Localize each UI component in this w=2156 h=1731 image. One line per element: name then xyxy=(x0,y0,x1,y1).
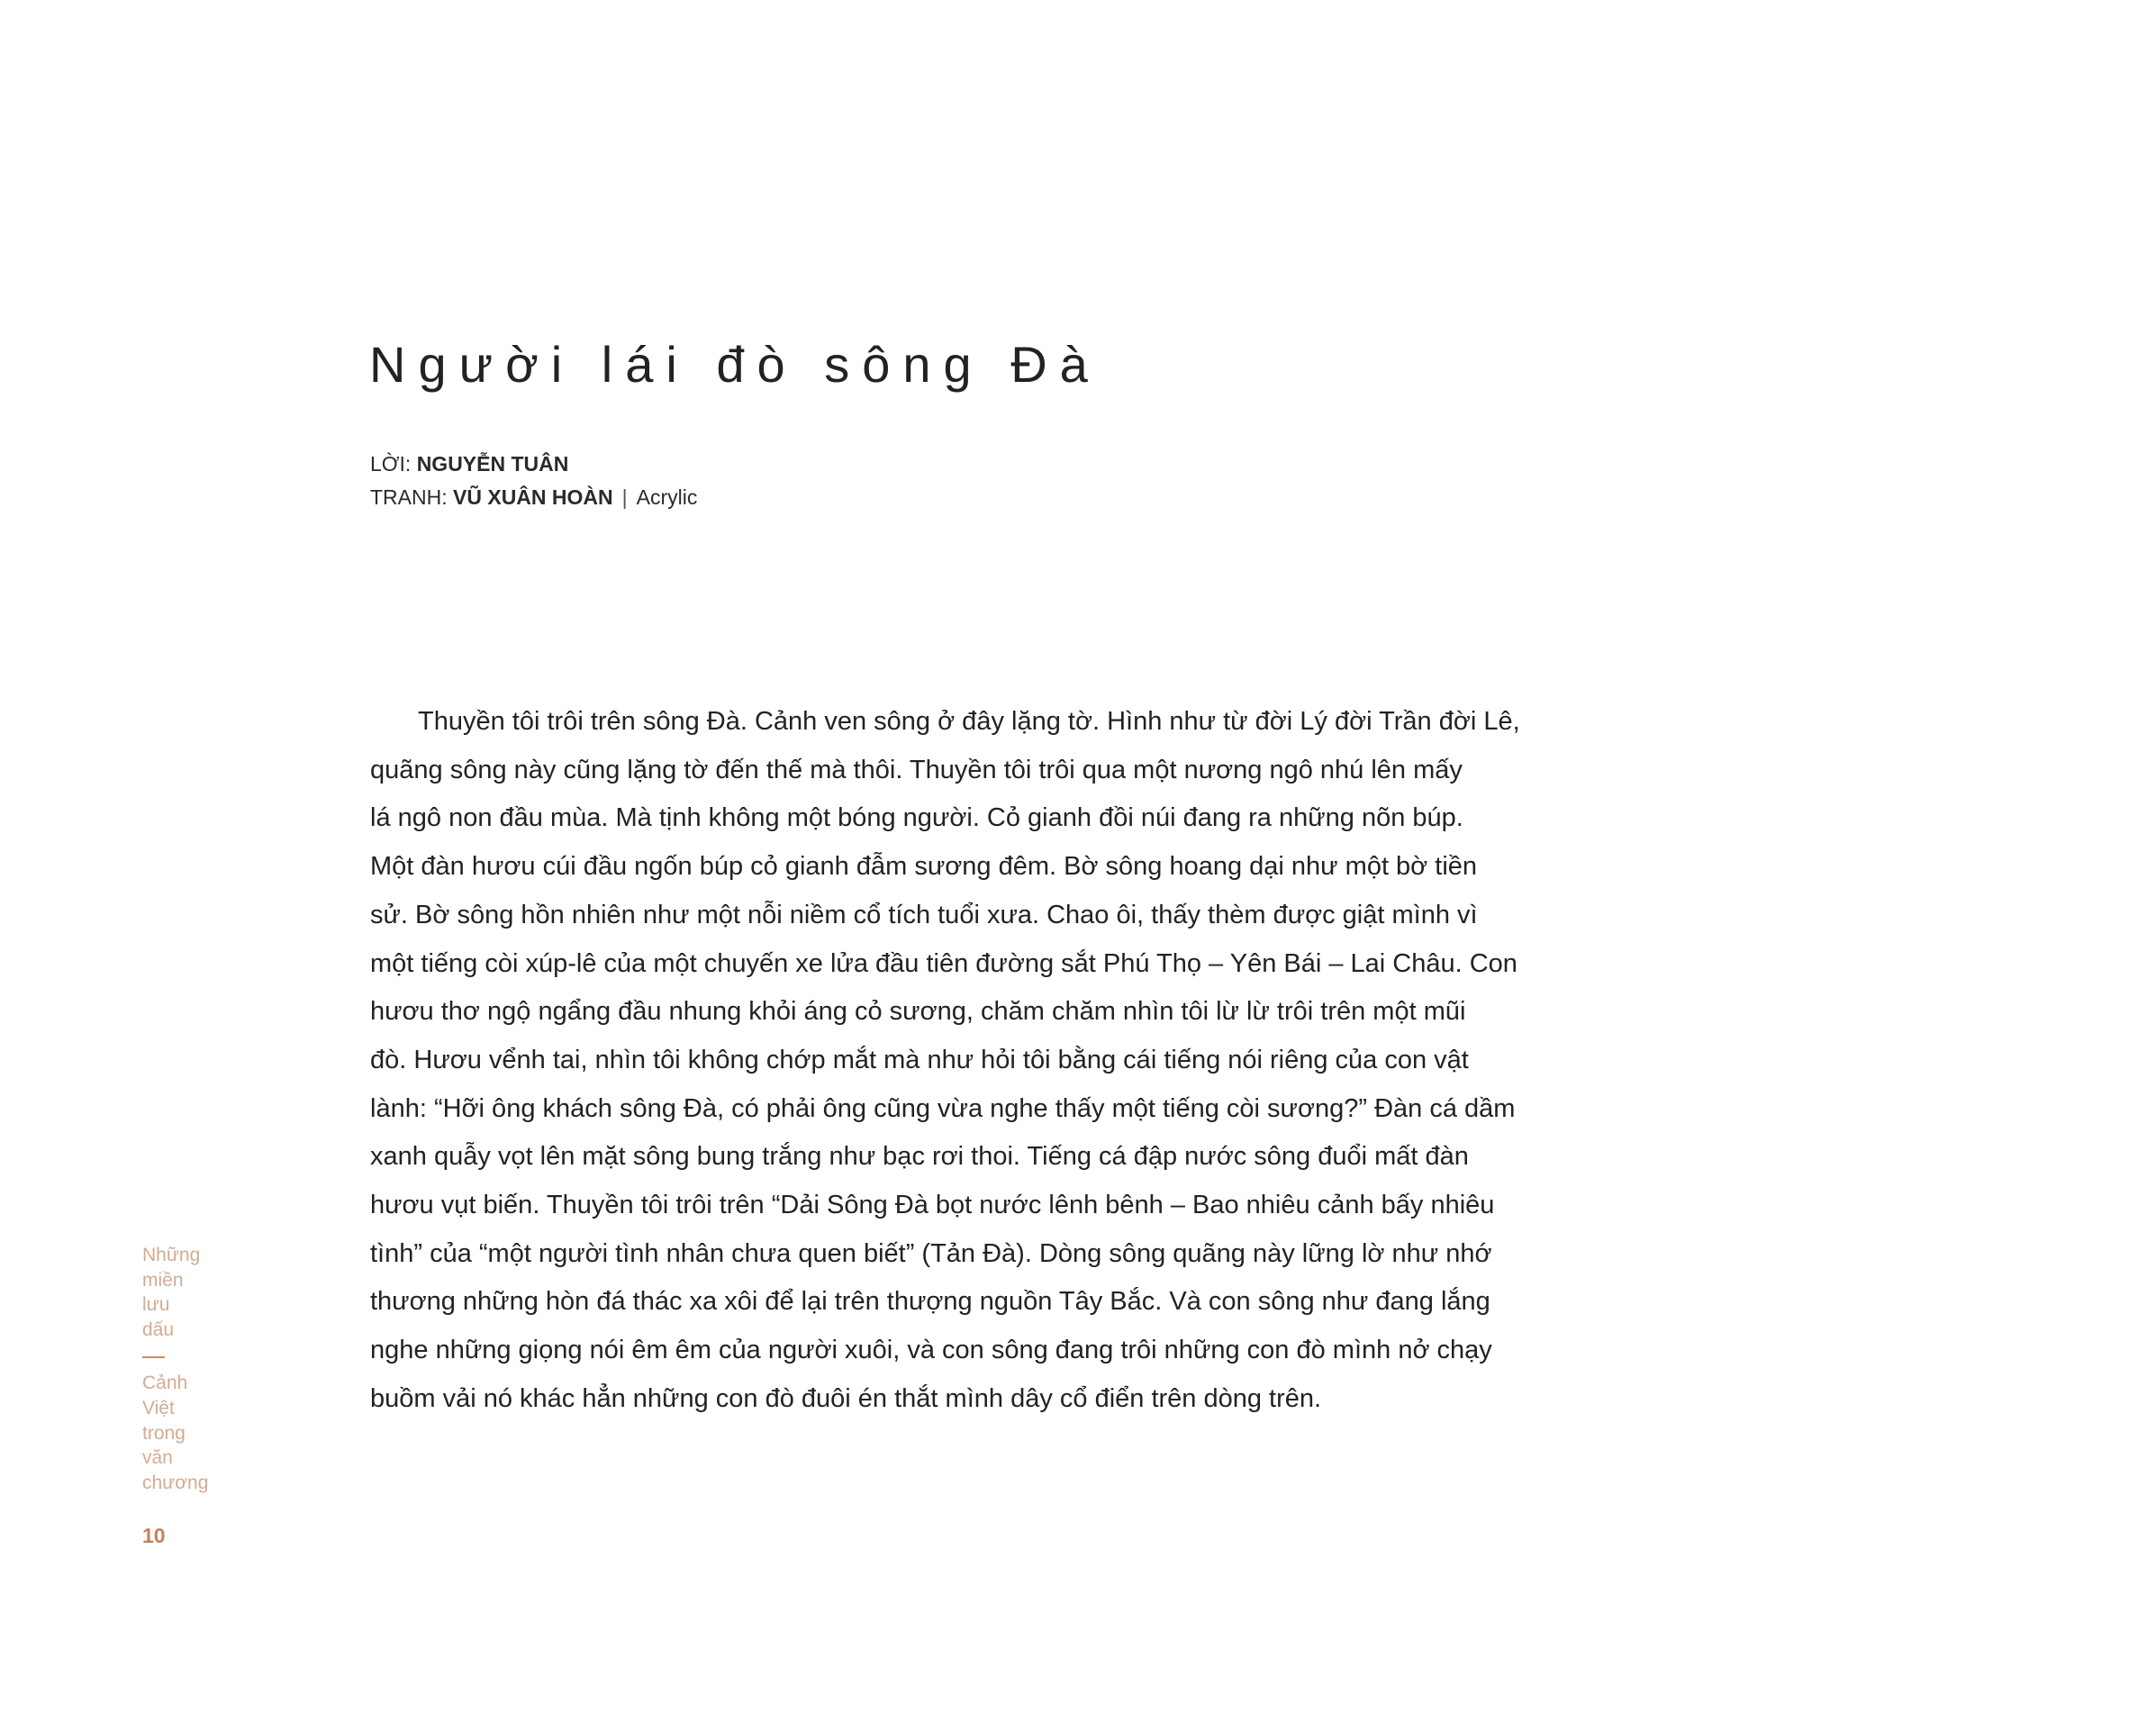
series-line: Việt xyxy=(142,1397,175,1418)
series-line: trong xyxy=(142,1422,186,1444)
series-line: Cảnh xyxy=(142,1373,188,1394)
book-title-line: dấu xyxy=(142,1319,175,1340)
body-line: đò. Hươu vểnh tai, nhìn tôi không chớp mắt mà như hỏi tôi bằng cái tiếng nói riêng của con vật xyxy=(370,1045,1469,1074)
body-line: hươu vụt biến. Thuyền tôi trôi trên “Dải Sông Đà bọt nước lênh bênh – Bao nhiêu cảnh bấy nhiêu xyxy=(370,1191,1495,1220)
art-author: VŨ XUÂN HOÀN xyxy=(453,485,613,509)
body-line: nghe những giọng nói êm êm của người xuôi, và con sông đang trôi những con đò mình nở chạy xyxy=(370,1336,1492,1365)
body-line: quãng sông này cũng lặng tờ đến thế mà thôi. Thuyền tôi trôi qua một nương ngô nhú lên mấy xyxy=(370,755,1463,784)
body-line: sử. Bờ sông hồn nhiên như một nỗi niềm cổ tích tuổi xưa. Chao ôi, thấy thèm được giật mình vì xyxy=(370,900,1478,929)
series-line: văn xyxy=(142,1447,173,1469)
separator: | xyxy=(621,485,628,509)
medium: Acrylic xyxy=(636,485,698,509)
body-line: Thuyền tôi trôi trên sông Đà. Cảnh ven sông ở đây lặng tờ. Hình như từ đời Lý đời Trần đời Lê, xyxy=(418,707,1520,736)
page-number: 10 xyxy=(142,1524,166,1547)
book-title-line: lưu xyxy=(142,1294,170,1316)
body-text xyxy=(370,698,1559,1424)
body-line: thương những hòn đá thác xa xôi để lại trên thượng nguồn Tây Bắc. Và con sông như đang lắng xyxy=(370,1287,1490,1317)
body-line: tình” của “một người tình nhân chưa quen biết” (Tản Đà). Dòng sông quãng này lững lờ như nhớ xyxy=(370,1238,1492,1268)
book-title-line: Những xyxy=(142,1245,201,1265)
book-title-line: miền xyxy=(142,1269,184,1291)
body-line: lành: “Hỡi ông khách sông Đà, có phải ông cũng vừa nghe thấy một tiếng còi sương?” Đàn cá dầm xyxy=(370,1093,1516,1123)
sidebar-running-head xyxy=(142,1243,208,1495)
text-author: NGUYỄN TUÂN xyxy=(416,452,569,476)
body-line: Một đàn hươu cúi đầu ngốn búp cỏ gianh đẫm sương đêm. Bờ sông hoang dại như một bờ tiền xyxy=(370,852,1478,882)
series-line: chương xyxy=(142,1472,209,1493)
body-line: lá ngô non đầu mùa. Mà tịnh không một bóng người. Cỏ gianh đồi núi đang ra những nõn búp. xyxy=(370,803,1463,833)
art-label: TRANH: xyxy=(370,485,448,509)
body-line: xanh quẫy vọt lên mặt sông bung trắng như bạc rơi thoi. Tiếng cá đập nước sông đuổi mất đàn xyxy=(370,1142,1469,1172)
page-title: Người lái đò sông Đà xyxy=(369,336,1101,393)
text-credit xyxy=(370,448,697,481)
body-line: buồm vải nó khác hẳn những con đò đuôi én thắt mình dây cổ điển trên dòng trên. xyxy=(370,1383,1322,1413)
text-label: LỜI: xyxy=(370,452,412,476)
art-credit xyxy=(370,481,697,514)
body-line: một tiếng còi xúp-lê của một chuyến xe lửa đầu tiên đường sắt Phú Thọ – Yên Bái – Lai Châu. Con xyxy=(370,948,1517,978)
divider xyxy=(142,1356,165,1358)
body-line: hươu thơ ngộ ngẩng đầu nhung khỏi áng cỏ sương, chăm chăm nhìn tôi lừ lừ trôi trên một mũi xyxy=(370,997,1466,1027)
credits xyxy=(370,448,697,514)
